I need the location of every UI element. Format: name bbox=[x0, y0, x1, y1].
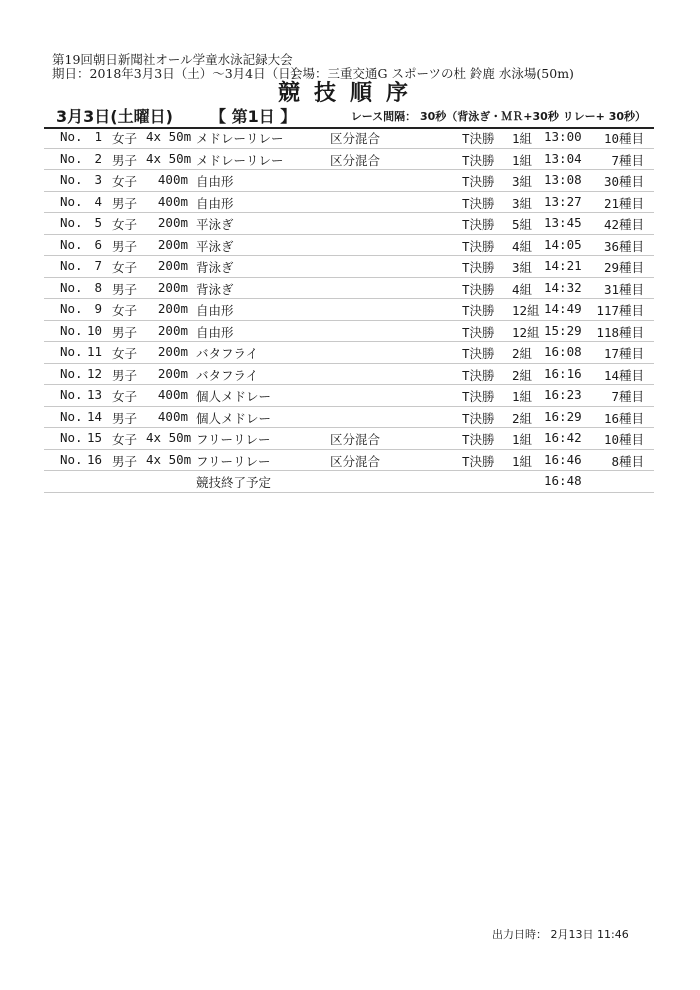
event-list bbox=[44, 127, 654, 493]
event-distance: 4x 50m bbox=[146, 129, 192, 144]
table-row bbox=[44, 450, 654, 472]
table-row bbox=[44, 299, 654, 321]
event-number: 12 bbox=[86, 365, 102, 381]
event-sex: 女子 bbox=[112, 174, 138, 189]
event-time: 16:08 bbox=[544, 344, 582, 359]
event-time: 13:04 bbox=[544, 150, 582, 166]
event-heats: 1組 bbox=[512, 453, 533, 469]
event-heats: 4組 bbox=[512, 238, 533, 254]
event-sex: 男子 bbox=[112, 367, 138, 383]
meet-period: 期日：2018年3月3日（土）～3月4日（日） bbox=[52, 66, 304, 81]
event-heats: 1組 bbox=[512, 389, 533, 404]
table-row bbox=[44, 213, 654, 235]
event-count: 36種目 bbox=[603, 238, 644, 254]
event-round: T決勝 bbox=[462, 324, 495, 340]
event-sex: 女子 bbox=[112, 131, 138, 146]
event-number: 16 bbox=[86, 451, 102, 467]
event-heats: 5組 bbox=[512, 217, 533, 232]
event-distance: 200m bbox=[157, 258, 188, 273]
table-row bbox=[44, 428, 654, 450]
event-time: 14:32 bbox=[544, 279, 582, 295]
event-distance: 200m bbox=[157, 344, 188, 359]
event-no-label: No. bbox=[60, 236, 83, 252]
event-time: 13:27 bbox=[544, 193, 582, 209]
table-row bbox=[44, 170, 654, 192]
event-round: T決勝 bbox=[462, 453, 495, 469]
event-stroke: バタフライ bbox=[196, 346, 259, 361]
table-row bbox=[44, 256, 654, 278]
event-sex: 男子 bbox=[112, 324, 138, 340]
event-number: 2 bbox=[94, 150, 102, 166]
event-sex: 女子 bbox=[112, 303, 138, 318]
event-no-label: No. bbox=[60, 129, 83, 144]
race-interval: レース間隔： 30秒（背泳ぎ・ＭＲ+30秒 リレー+ 30秒） bbox=[350, 110, 646, 123]
event-distance: 200m bbox=[157, 322, 188, 338]
event-time: 16:42 bbox=[544, 430, 582, 445]
event-no-label: No. bbox=[60, 150, 83, 166]
event-sex: 男子 bbox=[112, 453, 138, 469]
event-note: 区分混合 bbox=[330, 432, 381, 447]
event-no-label: No. bbox=[60, 451, 83, 467]
event-round: T決勝 bbox=[462, 131, 495, 146]
event-stroke: 背泳ぎ bbox=[196, 281, 234, 297]
event-distance: 400m bbox=[157, 387, 188, 402]
event-time: 14:49 bbox=[544, 301, 582, 316]
event-number: 1 bbox=[94, 129, 102, 144]
event-number: 3 bbox=[94, 172, 102, 187]
event-time: 16:16 bbox=[544, 365, 582, 381]
event-no-label: No. bbox=[60, 344, 83, 359]
event-heats: 1組 bbox=[512, 152, 533, 168]
event-round: T決勝 bbox=[462, 389, 495, 404]
event-stroke: 自由形 bbox=[196, 195, 234, 211]
table-row bbox=[44, 235, 654, 257]
event-count: 8種目 bbox=[611, 453, 644, 469]
event-time: 14:05 bbox=[544, 236, 582, 252]
day-date: 3月3日(土曜日) bbox=[56, 107, 173, 126]
event-time: 13:45 bbox=[544, 215, 582, 230]
event-no-label: No. bbox=[60, 193, 83, 209]
event-stroke: 個人メドレー bbox=[196, 410, 272, 426]
event-count: 14種目 bbox=[603, 367, 644, 383]
event-heats: 3組 bbox=[512, 260, 533, 275]
event-count: 31種目 bbox=[603, 281, 644, 297]
event-count: 16種目 bbox=[603, 410, 644, 426]
event-stroke: メドレーリレー bbox=[196, 131, 284, 146]
event-number: 6 bbox=[94, 236, 102, 252]
table-row bbox=[44, 278, 654, 300]
event-sex: 女子 bbox=[112, 346, 138, 361]
event-round: T決勝 bbox=[462, 410, 495, 426]
event-round: T決勝 bbox=[462, 260, 495, 275]
event-distance: 400m bbox=[157, 408, 188, 424]
event-round: T決勝 bbox=[462, 174, 495, 189]
table-row bbox=[44, 149, 654, 171]
event-heats: 12組 bbox=[512, 303, 540, 318]
event-no-label: No. bbox=[60, 430, 83, 445]
event-number: 9 bbox=[94, 301, 102, 316]
event-no-label: No. bbox=[60, 215, 83, 230]
event-round: T決勝 bbox=[462, 281, 495, 297]
event-sex: 女子 bbox=[112, 432, 138, 447]
table-row bbox=[44, 364, 654, 386]
event-no-label: No. bbox=[60, 301, 83, 316]
event-round: T決勝 bbox=[462, 432, 495, 447]
event-number: 10 bbox=[86, 322, 102, 338]
event-number: 14 bbox=[86, 408, 102, 424]
end-time: 16:48 bbox=[544, 473, 582, 488]
meet-venue: 会場：三重交通G スポーツの杜 鈴鹿 水泳場(50m) bbox=[290, 66, 574, 81]
event-count: 7種目 bbox=[611, 389, 644, 404]
end-row bbox=[44, 471, 654, 493]
event-no-label: No. bbox=[60, 172, 83, 187]
event-time: 16:29 bbox=[544, 408, 582, 424]
event-time: 15:29 bbox=[544, 322, 582, 338]
event-sex: 女子 bbox=[112, 389, 138, 404]
event-no-label: No. bbox=[60, 258, 83, 273]
event-stroke: 平泳ぎ bbox=[196, 238, 234, 254]
event-no-label: No. bbox=[60, 408, 83, 424]
event-distance: 4x 50m bbox=[146, 430, 192, 445]
event-number: 4 bbox=[94, 193, 102, 209]
event-round: T決勝 bbox=[462, 238, 495, 254]
event-round: T決勝 bbox=[462, 303, 495, 318]
event-sex: 男子 bbox=[112, 152, 138, 168]
event-count: 17種目 bbox=[603, 346, 644, 361]
event-round: T決勝 bbox=[462, 346, 495, 361]
event-count: 21種目 bbox=[603, 195, 644, 211]
table-row bbox=[44, 407, 654, 429]
event-distance: 200m bbox=[157, 236, 188, 252]
event-round: T決勝 bbox=[462, 367, 495, 383]
event-stroke: メドレーリレー bbox=[196, 152, 284, 168]
event-time: 13:00 bbox=[544, 129, 582, 144]
event-time: 16:23 bbox=[544, 387, 582, 402]
day-header bbox=[44, 103, 654, 129]
event-round: T決勝 bbox=[462, 195, 495, 211]
event-distance: 200m bbox=[157, 365, 188, 381]
event-sex: 男子 bbox=[112, 410, 138, 426]
event-heats: 2組 bbox=[512, 410, 533, 426]
event-no-label: No. bbox=[60, 322, 83, 338]
event-count: 30種目 bbox=[603, 174, 644, 189]
end-label: 競技終了予定 bbox=[196, 475, 272, 490]
document-title: 競技順序 bbox=[277, 80, 422, 106]
event-count: 117種目 bbox=[596, 303, 644, 318]
event-note: 区分混合 bbox=[330, 152, 381, 168]
event-round: T決勝 bbox=[462, 217, 495, 232]
table-row bbox=[44, 127, 654, 149]
event-count: 10種目 bbox=[603, 432, 644, 447]
event-no-label: No. bbox=[60, 387, 83, 402]
event-note: 区分混合 bbox=[330, 131, 381, 146]
event-distance: 400m bbox=[157, 172, 188, 187]
event-time: 14:21 bbox=[544, 258, 582, 273]
event-count: 10種目 bbox=[603, 131, 644, 146]
event-distance: 4x 50m bbox=[146, 451, 192, 467]
event-stroke: 自由形 bbox=[196, 303, 234, 318]
meet-name: 第19回朝日新聞社オール学童水泳記録大会 bbox=[52, 52, 293, 67]
event-sex: 女子 bbox=[112, 217, 138, 232]
event-round: T決勝 bbox=[462, 152, 495, 168]
event-count: 118種目 bbox=[596, 324, 644, 340]
event-distance: 200m bbox=[157, 301, 188, 316]
event-stroke: バタフライ bbox=[196, 367, 259, 383]
table-row bbox=[44, 342, 654, 364]
event-number: 15 bbox=[86, 430, 102, 445]
event-heats: 3組 bbox=[512, 174, 533, 189]
table-row bbox=[44, 385, 654, 407]
event-heats: 12組 bbox=[512, 324, 540, 340]
event-sex: 男子 bbox=[112, 195, 138, 211]
event-no-label: No. bbox=[60, 365, 83, 381]
event-stroke: フリーリレー bbox=[196, 453, 271, 469]
event-stroke: 自由形 bbox=[196, 324, 234, 340]
event-time: 13:08 bbox=[544, 172, 582, 187]
event-sex: 女子 bbox=[112, 260, 138, 275]
event-stroke: 平泳ぎ bbox=[196, 217, 234, 232]
event-no-label: No. bbox=[60, 279, 83, 295]
event-count: 29種目 bbox=[603, 260, 644, 275]
event-heats: 2組 bbox=[512, 367, 533, 383]
event-stroke: 背泳ぎ bbox=[196, 260, 234, 275]
event-number: 5 bbox=[94, 215, 102, 230]
event-number: 8 bbox=[94, 279, 102, 295]
event-sex: 男子 bbox=[112, 281, 138, 297]
event-heats: 1組 bbox=[512, 432, 533, 447]
event-stroke: 自由形 bbox=[196, 174, 234, 189]
output-datetime: 出力日時： 2月13日 11:46 bbox=[492, 928, 629, 941]
day-label: 【 第1日 】 bbox=[210, 107, 297, 126]
event-number: 13 bbox=[86, 387, 102, 402]
event-stroke: フリーリレー bbox=[196, 432, 271, 447]
event-heats: 1組 bbox=[512, 131, 533, 146]
table-row bbox=[44, 321, 654, 343]
event-count: 42種目 bbox=[603, 217, 644, 232]
event-sex: 男子 bbox=[112, 238, 138, 254]
event-heats: 4組 bbox=[512, 281, 533, 297]
event-number: 11 bbox=[86, 344, 102, 359]
event-count: 7種目 bbox=[611, 152, 644, 168]
event-stroke: 個人メドレー bbox=[196, 389, 272, 404]
event-distance: 200m bbox=[157, 279, 188, 295]
event-time: 16:46 bbox=[544, 451, 582, 467]
event-distance: 400m bbox=[157, 193, 188, 209]
event-number: 7 bbox=[94, 258, 102, 273]
event-heats: 3組 bbox=[512, 195, 533, 211]
event-heats: 2組 bbox=[512, 346, 533, 361]
event-distance: 200m bbox=[157, 215, 188, 230]
event-note: 区分混合 bbox=[330, 453, 381, 469]
event-distance: 4x 50m bbox=[146, 150, 192, 166]
table-row bbox=[44, 192, 654, 214]
